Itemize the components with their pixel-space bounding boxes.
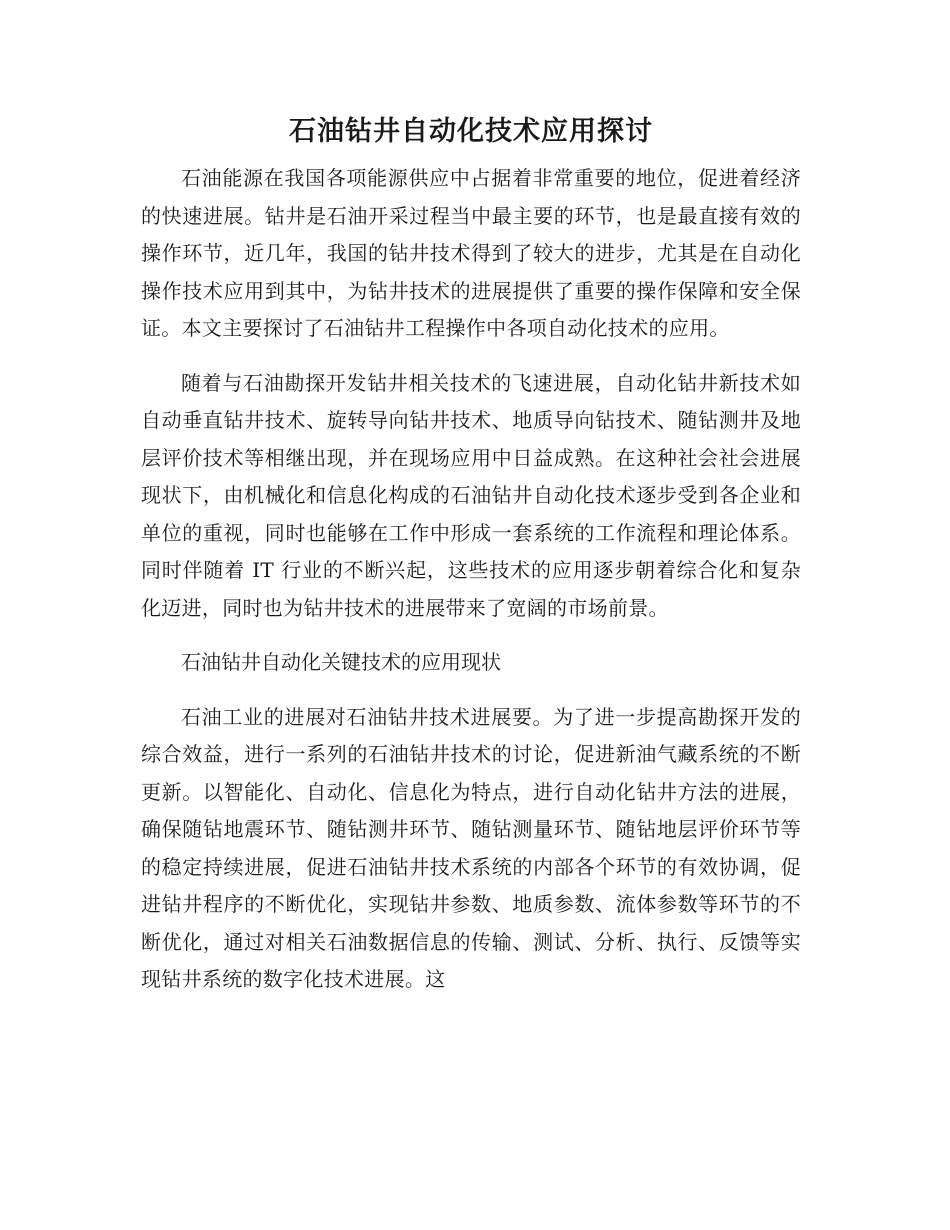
document-body	[141, 112, 801, 1016]
section-paragraph-1: 石油工业的进展对石油钻井技术进展要。为了进一步提高勘探开发的综合效益，进行一系列的石油钻井技术的讨论，促进新油气藏系统的不断更新。以智能化、自动化、信息化为特点，进行自动化钻井方法的进展，确保随钻地震环节、随钻测井环节、随钻测量环节、随钻地层评价环节等的稳定持续进展，促进石油钻井技术系统的内部各个环节的有效协调，促进钻井程序的不断优化，实现钻井参数、地质参数、流体参数等环节的不断优化，通过对相关石油数据信息的传输、测试、分析、执行、反馈等实现钻井系统的数字化技术进展。这	[141, 704, 801, 991]
section-heading: 石油钻井自动化关键技术的应用现状	[181, 650, 501, 674]
intro-paragraph-2: 随着与石油勘探开发钻井相关技术的飞速进展，自动化钻井新技术如自动垂直钻井技术、旋转导向钻井技术、地质导向钻技术、随钻测井及地层评价技术等相继出现，并在现场应用中日益成熟。在这种社会社会进展现状下，由机械化和信息化构成的石油钻井自动化技术逐步受到各企业和单位的重视，同时也能够在工作中形成一套系统的工作流程和理论体系。同时伴随着 IT 行业的不断兴起，这些技术的应用逐步朝着综合化和复杂化迈进，同时也为钻井技术的进展带来了宽阔的市场前景。	[141, 370, 801, 620]
document-title: 石油钻井自动化技术应用探讨	[289, 116, 653, 147]
intro-paragraph-1: 石油能源在我国各项能源供应中占据着非常重要的地位，促进着经济的快速进展。钻井是石油开采过程当中最主要的环节，也是最直接有效的操作环节，近几年，我国的钻井技术得到了较大的进步，尤其是在自动化操作技术应用到其中，为钻井技术的进展提供了重要的操作保障和安全保证。本文主要探讨了石油钻井工程操作中各项自动化技术的应用。	[141, 166, 801, 340]
